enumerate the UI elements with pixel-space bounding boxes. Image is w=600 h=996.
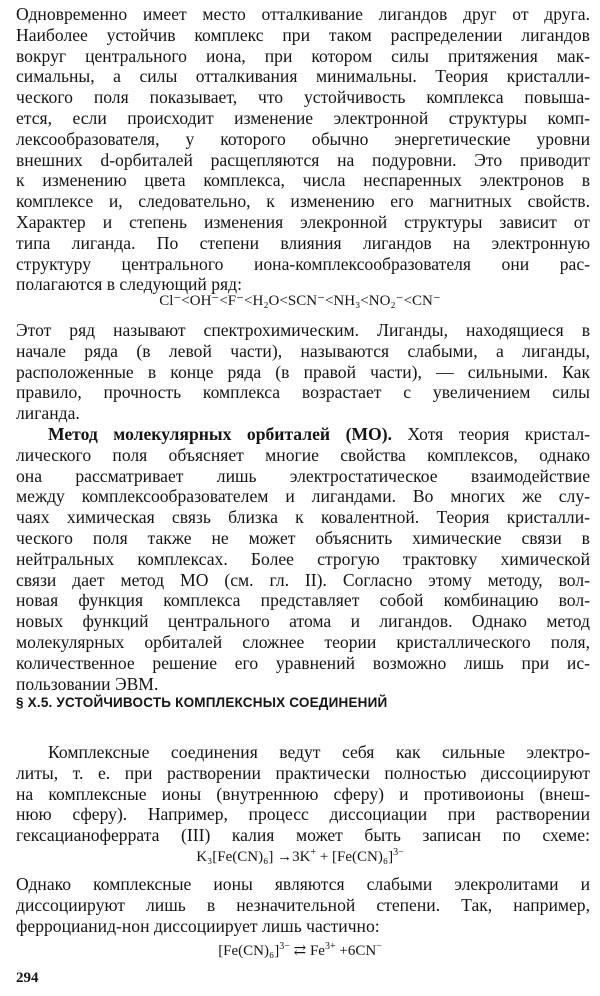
section-heading: § X.5. УСТОЙЧИВОСТЬ КОМПЛЕКСНЫХ СОЕДИНЕНИЙ xyxy=(16,695,388,710)
formula-term: Fe xyxy=(309,943,325,959)
text-line: Наиболее устойчив комплекс при таком распределении лигандов xyxy=(16,24,590,45)
formula-term: K₃[Fe(CN)₆] xyxy=(196,849,274,865)
page-number: 294 xyxy=(16,970,39,986)
text-line: молекулярных орбиталей сложнее теории кристаллического поля, xyxy=(16,631,590,652)
text-line: лического поля объясняет многие свойства комплексов, однако xyxy=(16,444,590,465)
text-line: на комплексные ионы (внутреннюю сферу) и противоионы (внеш- xyxy=(16,783,590,804)
text-line: нейтральных комплексах. Более строгую трактовку химической xyxy=(16,548,590,569)
text-line: нюю сферу). Например, процесс диссоциации при растворении xyxy=(16,804,590,825)
text-line: новая функция комплекса представляет собой комбинацию вол- xyxy=(16,590,590,611)
text-line: ферроцианид-нон диссоциирует лишь частично: xyxy=(16,915,380,936)
dissociation-formula-ferrocyanide xyxy=(0,942,600,960)
text-line: внешних d-орбиталей расщепляются на подуровни. Это приводит xyxy=(16,149,590,170)
text-line: лексообразователя, у которого обычно энергетические уровни xyxy=(16,128,590,149)
spectrochemical-series-formula: Cl⁻<OH⁻<F⁻<H₂O<SCN⁻<NH₃<NO₂⁻<CN⁻ xyxy=(159,293,441,309)
text-line: связи дает метод МО (см. гл. II). Согласно этому методу, вол- xyxy=(16,569,590,590)
dissociation-formula-ferricyanide xyxy=(0,848,600,866)
text-line: начале ряда (в левой части), называются слабыми, а лиганды, xyxy=(16,340,590,361)
formula-term: 3K xyxy=(292,849,311,865)
text-line: Комплексные соединения ведут себя как сильные электро- xyxy=(48,742,590,762)
text-fragment: Хотя теория кристал- xyxy=(392,424,590,444)
formula-arrow: ⇄ xyxy=(293,943,307,959)
text-line: пользовании ЭВМ. xyxy=(16,673,159,694)
text-line: Характер и степень изменения элекронной структуры зависит от xyxy=(16,211,590,232)
text-line: типа лиганда. По степени влияния лигандов на электронную xyxy=(16,232,590,253)
text-line: Однако комплексные ионы являются слабыми элекролитами и xyxy=(16,874,590,894)
formula-charge: 3− xyxy=(393,847,404,858)
text-line: она рассматривает лишь электростатическое взаимодействие xyxy=(16,465,590,486)
text-line: комплексе и, следовательно, к изменению его магнитных свойств. xyxy=(16,191,590,212)
formula-term: [Fe(CN)₆] xyxy=(332,849,394,865)
text-line: Этот ряд называют спектрохимическим. Лиганды, находящиеся в xyxy=(16,320,590,340)
paragraph-mo-method xyxy=(16,424,590,694)
text-line: количественное решение его уравнений возможно лишь при ис- xyxy=(16,652,590,673)
text-line: расположенные в конце ряда (в правой части), — сильными. Как xyxy=(16,361,590,382)
text-line: новых функций центрального атома и лигандов. Однако метод xyxy=(16,611,590,632)
formula-term: [Fe(CN)₆] xyxy=(218,943,280,959)
mo-method-title: Метод молекулярных орбиталей (МО). xyxy=(48,424,393,444)
text-line: ческого поля показывает, что устойчивость комплекса повыша- xyxy=(16,87,590,108)
text-line: правило, прочность комплекса возрастает с увеличением силы xyxy=(16,382,590,403)
formula-plus: + xyxy=(339,943,348,959)
paragraph-crystal-field xyxy=(16,4,590,295)
formula-term: 6CN xyxy=(347,943,377,959)
text-line: диссоциируют лишь в незначительной степени. Так, например, xyxy=(16,894,590,915)
text-line: чаях химическая связь близка к ковалентной. Теория кристалли- xyxy=(16,507,590,528)
formula-plus: + xyxy=(319,849,329,865)
formula-charge: 3− xyxy=(279,941,290,952)
paragraph-stability xyxy=(16,742,590,846)
formula-arrow: → xyxy=(277,849,293,865)
text-line xyxy=(16,424,590,445)
formula-charge: + xyxy=(310,847,317,858)
paragraph-spectrochemical xyxy=(16,320,590,424)
text-line: полагаются в следующий ряд: xyxy=(16,274,242,295)
formula-charge: 3+ xyxy=(324,941,336,952)
text-line: симальны, а силы отталкивания минимальны. Теория кристалли- xyxy=(16,66,590,87)
text-line: Одновременно имеет место отталкивание лигандов друг от друга. xyxy=(16,4,590,24)
text-line: лиганда. xyxy=(16,403,80,424)
paragraph-weak-electrolytes xyxy=(16,874,590,936)
text-line: ется, если происходит изменение электронной структуры комп- xyxy=(16,107,590,128)
text-line: к изменению цвета комплекса, числа неспаренных электронов в xyxy=(16,170,590,191)
text-line: вокруг центрального иона, при котором силы притяжения мак- xyxy=(16,45,590,66)
text-line: ческого поля также не может объяснить химические связи в xyxy=(16,527,590,548)
text-line: структуру центрального иона-комплексообразователя они рас- xyxy=(16,253,590,274)
text-line: гексацианоферрата (III) калия может быть записан по схеме: xyxy=(16,825,590,846)
formula-charge: − xyxy=(376,941,382,952)
text-line: литы, т. е. при растворении практически полностью диссоциируют xyxy=(16,762,590,783)
text-line: между комплексообразователем и лигандами. Во многих же слу- xyxy=(16,486,590,507)
